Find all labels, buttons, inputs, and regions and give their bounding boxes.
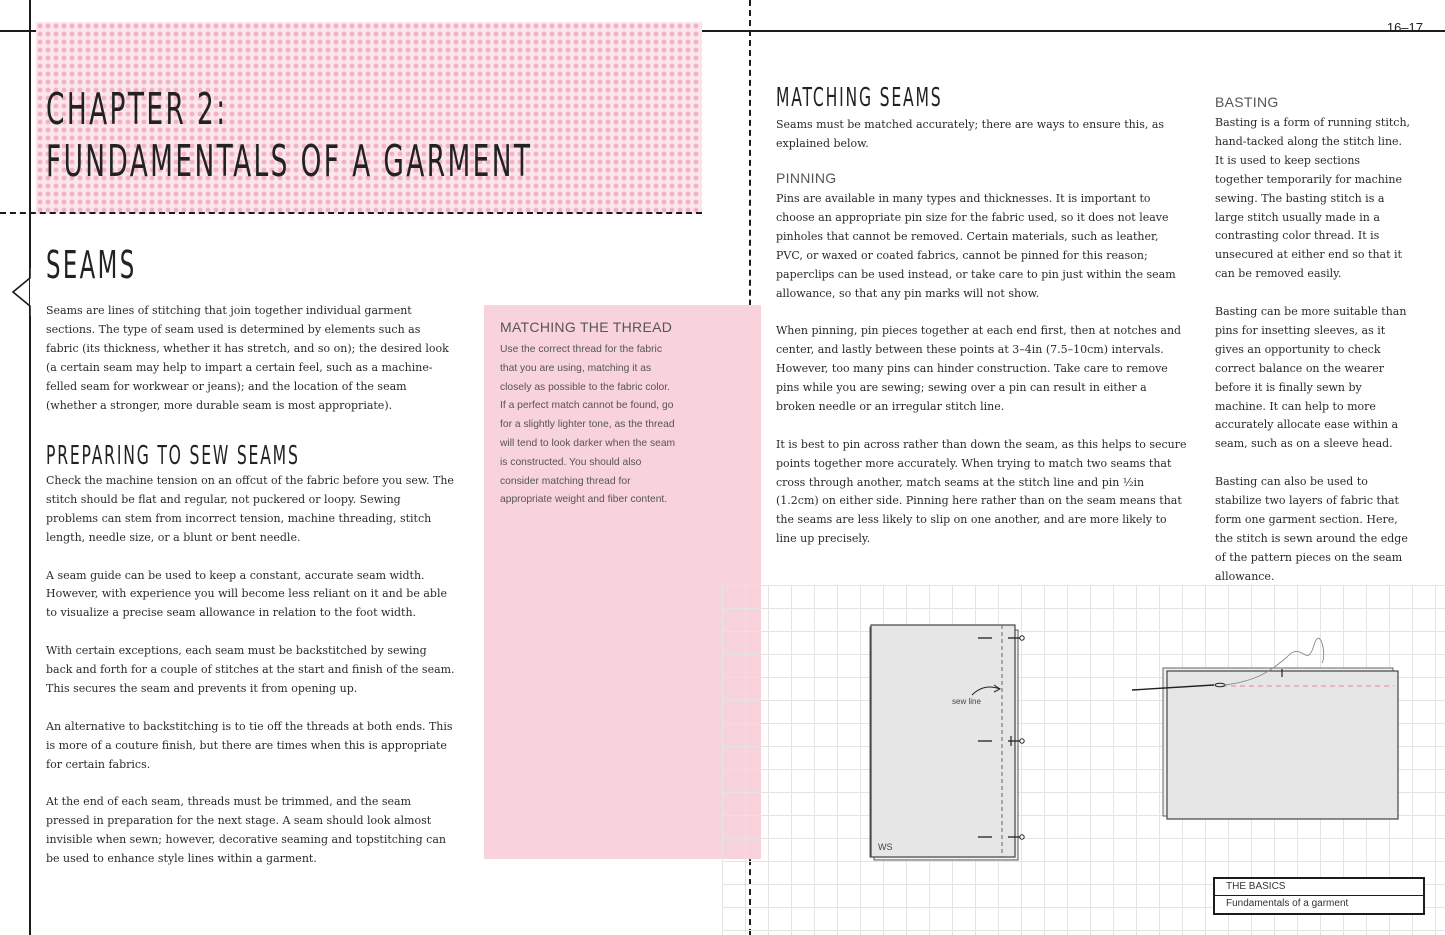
banner-rule bbox=[0, 212, 702, 214]
section-footer bbox=[1213, 877, 1425, 915]
matching-intro bbox=[776, 116, 1176, 154]
pinning-body bbox=[776, 190, 1188, 549]
basting-section bbox=[1215, 94, 1411, 587]
preparing-paragraph: With certain exceptions, each seam must be backstitched by sewing back and forth for a couple of stitches at the start and finish of the seam. This secures the seam and prevents it from opening up. bbox=[46, 644, 455, 695]
chapter-title bbox=[46, 84, 532, 188]
footer-subsection: Fundamentals of a garment bbox=[1226, 898, 1349, 909]
basting-paragraph: Basting is a form of running stitch, hand-tacked along the stitch line. It is used to keep sections together temporarily for machine sewing. The basting stitch is a large stitch usually made in a contrasting color thread. It is unsecured at either end so that it can be removed easily. bbox=[1215, 116, 1411, 281]
footer-section: THE BASICS bbox=[1215, 879, 1423, 896]
matching-intro-paragraph: Seams must be matched accurately; there are ways to ensure this, as explained below. bbox=[776, 118, 1165, 150]
preparing-paragraph: A seam guide can be used to keep a constant, accurate seam width. However, with experience you will become less reliant on it and be able to visualize a precise seam allowance in relation to the foot width. bbox=[46, 568, 447, 620]
pinning-paragraph: Pins are available in many types and thicknesses. It is important to choose an appropriate pin size for the fabric used, so it does not leave pinholes that cannot be removed. Certain materials, such as leather, PVC, or waxed or coated fabrics, cannot be pinned for this reason; paperclips can be used instead, or take care to pin just within the seam allowance, so that any pin marks will not show. bbox=[776, 192, 1176, 300]
chapter-title-line1: CHAPTER 2: bbox=[46, 84, 228, 135]
sidebar-title: MATCHING THE THREAD bbox=[500, 319, 673, 335]
preparing-paragraph: Check the machine tension on an offcut of the fabric before you sew. The stitch should be flat and regular, not puckered or loopy. Sewing problems can stem from incorrect tension, machine threading, stitch length, needle size, or a blunt or bent needle. bbox=[46, 474, 454, 544]
chapter-title-line2: FUNDAMENTALS OF A GARMENT bbox=[46, 136, 533, 187]
basting-diagram bbox=[1132, 638, 1398, 819]
seams-intro bbox=[46, 302, 456, 415]
seams-heading: SEAMS bbox=[46, 243, 137, 287]
left-margin-rule bbox=[29, 0, 31, 935]
page-number: 16–17 bbox=[1386, 20, 1423, 35]
ws-label: WS bbox=[878, 842, 893, 852]
preparing-heading: PREPARING TO SEW SEAMS bbox=[46, 441, 300, 471]
pinning-section bbox=[776, 170, 1188, 549]
basting-heading: BASTING bbox=[1215, 94, 1279, 110]
pinning-paragraph: It is best to pin across rather than down the seam, as this helps to secure points together more accurately. When trying to match two seams that cross through another, match seams at the stitch line and pin ½in (1.2cm) on either side. Pinning here rather than on the seam means that the seams are less likely to slip on one another, and are more likely to line up precisely. bbox=[776, 437, 1187, 546]
pinning-diagram bbox=[870, 625, 1024, 860]
preparing-paragraph: An alternative to backstitching is to tie off the threads at both ends. This is more of a couture finish, but there are times when this is appropriate for certain fabrics. bbox=[46, 719, 453, 771]
pinning-heading: PINNING bbox=[776, 170, 837, 186]
matching-seams-heading: MATCHING SEAMS bbox=[776, 83, 943, 113]
basting-paragraph: Basting can also be used to stabilize two layers of fabric that form one garment section. Here, the stitch is sewn around the edge of the pattern pieces on the seam allowance. bbox=[1215, 475, 1408, 583]
preparing-paragraph: At the end of each seam, threads must be trimmed, and the seam pressed in preparation for the next stage. A seam should look almost invisible when sewn; however, decorative seaming and topstitching can be used to enhance style lines within a garment. bbox=[46, 795, 446, 866]
sidebar-text: Use the correct thread for the fabric that you are using, matching it as closely as possible to the fabric color. If a perfect match cannot be found, go for a slightly lighter tone, as the thread will tend to look darker when the seam is constructed. You should also consider matching thread for appropriate weight and fiber content. bbox=[500, 344, 676, 506]
sew-line-label: sew line bbox=[952, 697, 981, 706]
thread-sidebar bbox=[484, 305, 761, 859]
preparing-body bbox=[46, 472, 456, 869]
pinning-paragraph: When pinning, pin pieces together at each end first, then at notches and center, and lastly between these points at 3–4in (7.5–10cm) intervals. However, too many pins can hinder construction. Take care to remove pins while you are sewing; sewing over a pin can result in either a broken needle or an irregular stitch line. bbox=[776, 324, 1182, 413]
seams-intro-paragraph: Seams are lines of stitching that join together individual garment sections. The type of seam used is determined by elements such as fabric (its thickness, whether it has stretch, and so on); the desired look (a certain seam may help to impart a certain feel, such as a machine-felled seam for workwear or jeans); and the location of the seam (whether a stronger, more durable seam is most appropriate). bbox=[46, 304, 449, 412]
basting-paragraph: Basting can be more suitable than pins for insetting sleeves, as it gives an opportunity to check correct balance on the wearer before it is finally sewn by machine. It can help to more accurately allocate ease within a seam, such as on a sleeve head. bbox=[1215, 305, 1407, 451]
basting-body bbox=[1215, 114, 1411, 587]
